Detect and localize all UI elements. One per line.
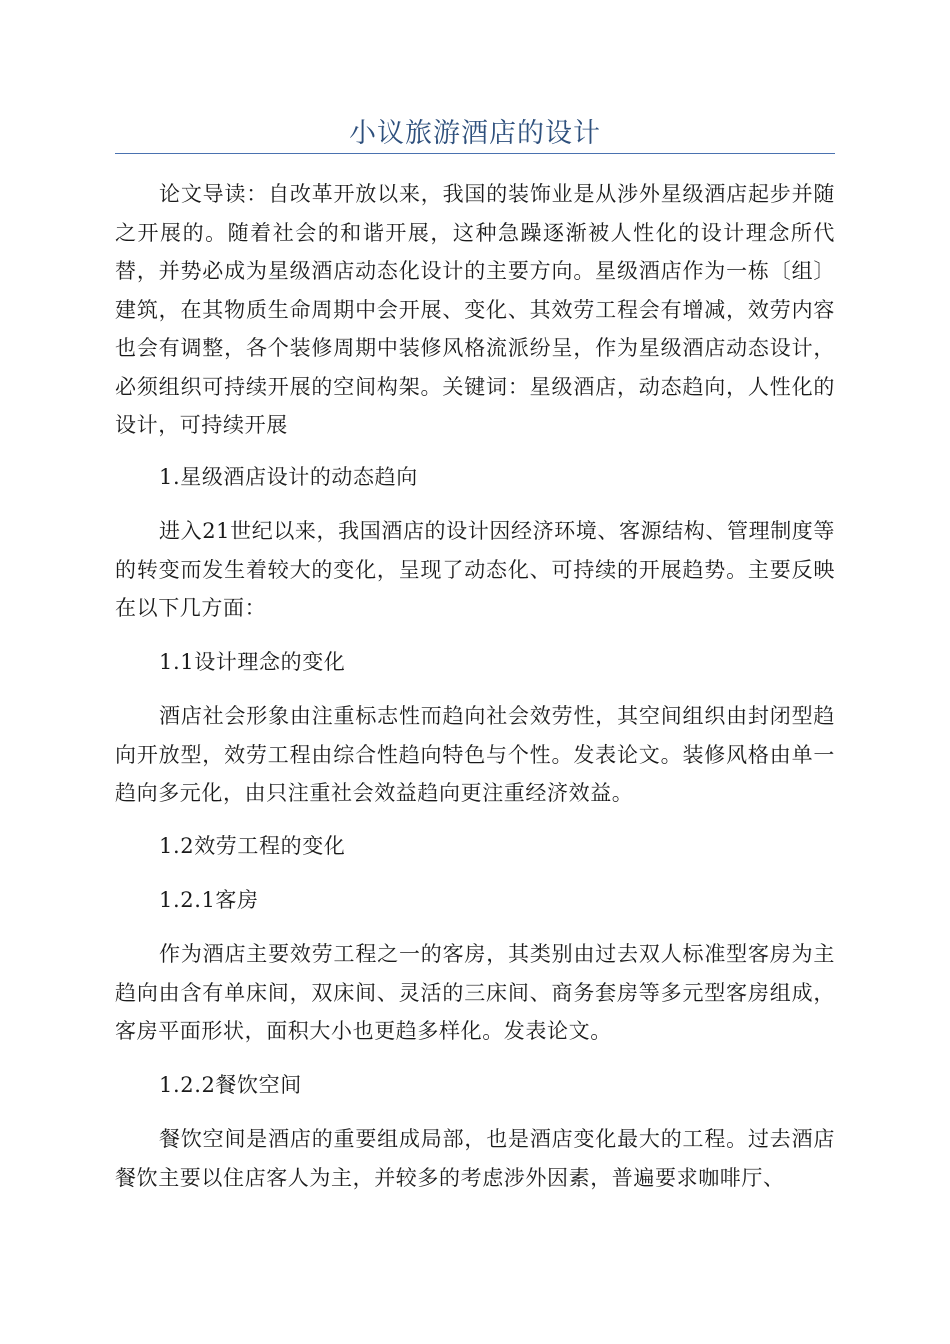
document-title: 小议旅游酒店的设计	[349, 118, 601, 149]
paragraph-section-1-2-2: 餐饮空间是酒店的重要组成局部，也是酒店变化最大的工程。过去酒店餐饮主要以住店客人为主，并较多的考虑涉外因素，普遍要求咖啡厅、	[115, 1127, 835, 1190]
heading-section-1-1: 1.1设计理念的变化	[159, 650, 346, 674]
heading-section-1-2-2: 1.2.2餐饮空间	[159, 1073, 302, 1097]
heading-section-1-2-1: 1.2.1客房	[159, 888, 259, 912]
heading-section-1-2: 1.2效劳工程的变化	[159, 834, 346, 858]
heading-section-1: 1.星级酒店设计的动态趋向	[159, 465, 418, 489]
paragraph-section-1: 进入21世纪以来，我国酒店的设计因经济环境、客源结构、管理制度等的转变而发生着较大的变化，呈现了动态化、可持续的开展趋势。主要反映在以下几方面：	[115, 519, 835, 620]
paragraph-section-1-2-1: 作为酒店主要效劳工程之一的客房，其类别由过去双人标准型客房为主趋向由含有单床间，双床间、灵活的三床间、商务套房等多元型客房组成，客房平面形状，面积大小也更趋多样化。发表论文。	[115, 942, 835, 1043]
title-underline	[115, 153, 835, 154]
paragraph-abstract: 论文导读：自改革开放以来，我国的装饰业是从涉外星级酒店起步并随之开展的。随着社会的和谐开展，这种急躁逐渐被人性化的设计理念所代替，并势必成为星级酒店动态化设计的主要方向。星级酒店作为一栋〔组〕建筑，在其物质生命周期中会开展、变化、其效劳工程会有增减，效劳内容也会有调整，各个装修周期中装修风格流派纷呈，作为星级酒店动态设计，必须组织可持续开展的空间构架。关键词：星级酒店，动态趋向，人性化的设计，可持续开展	[115, 182, 835, 437]
paragraph-section-1-1: 酒店社会形象由注重标志性而趋向社会效劳性，其空间组织由封闭型趋向开放型，效劳工程由综合性趋向特色与个性。发表论文。装修风格由单一趋向多元化，由只注重社会效益趋向更注重经济效益。	[115, 704, 835, 805]
